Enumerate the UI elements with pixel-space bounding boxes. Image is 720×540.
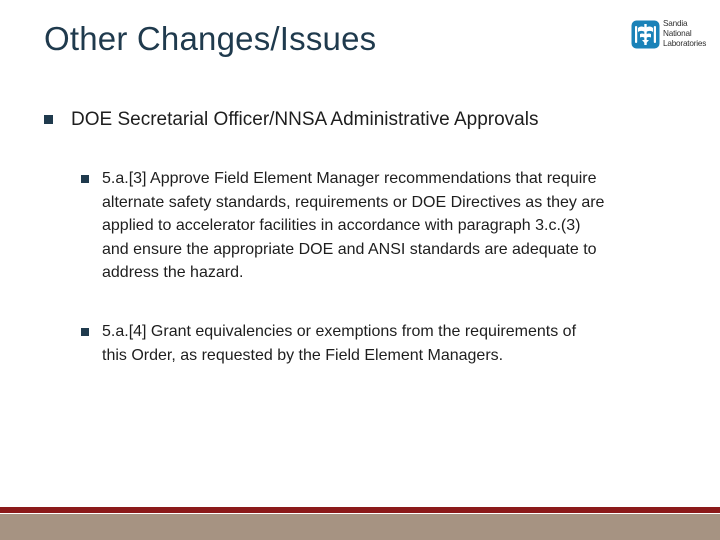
square-bullet-icon (81, 328, 89, 336)
bullet-text: DOE Secretarial Officer/NNSA Administrative Approvals (71, 109, 539, 130)
sandia-logo-text (663, 19, 706, 49)
square-bullet-icon (44, 115, 53, 124)
square-bullet-icon (81, 175, 89, 183)
text-line: alternate safety standards, requirements or DOE Directives as they are (102, 193, 605, 211)
sub-bullet-text (102, 167, 692, 285)
logo-line-sandia: Sandia (663, 19, 688, 28)
sandia-logo (631, 19, 707, 51)
footer-band (0, 514, 720, 540)
text-line: 5.a.[3] Approve Field Element Manager recommendations that require (102, 170, 597, 187)
text-line: address the hazard. (102, 264, 244, 281)
sandia-thunderbird-icon (631, 20, 660, 49)
footer-rule (0, 507, 720, 513)
text-line: 5.a.[4] Grant equivalencies or exemptions from the requirements of (102, 323, 577, 340)
text-line: and ensure the appropriate DOE and ANSI standards are adequate to (102, 240, 597, 258)
text-line: applied to accelerator facilities in accordance with paragraph 3.c.(3) (102, 217, 581, 234)
logo-line-national: National (663, 29, 692, 38)
logo-line-laboratories: Laboratories (663, 39, 707, 48)
sub-bullet-text (102, 320, 692, 367)
text-line: this Order, as requested by the Field Element Managers. (102, 346, 504, 364)
slide-title: Other Changes/Issues (44, 20, 377, 57)
